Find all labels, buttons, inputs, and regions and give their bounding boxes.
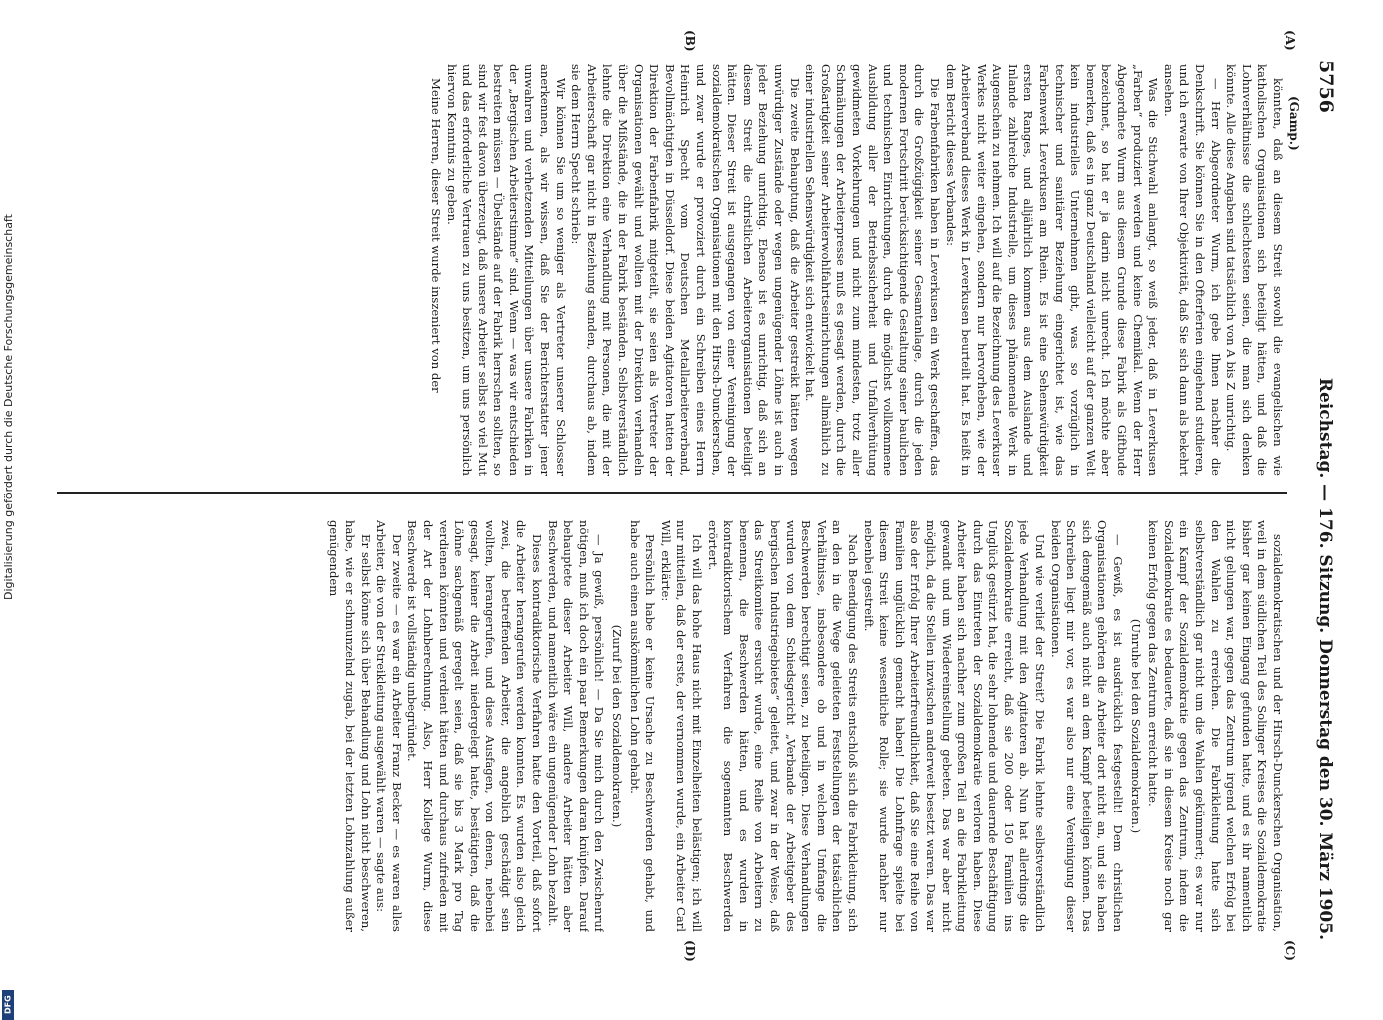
paragraph: Persönlich habe er keine Ursache zu Beschwerden gehabt, und habe auch einen auskömmlichen Lohn gehabt. (627, 520, 658, 932)
paragraph: Er selbst könne sich über Behandlung und Lohn nicht beschweren, habe, wie er schmunzelnd zugab, bei der letzten Lohnzahlung außer genügendem (327, 520, 373, 932)
paragraph: könnten, daß an diesem Streit sowohl die evangelischen wie katholischen Organisationen sich beteiligt hätten, und daß die Lohnverhältnisse die schlechtesten seien, die man sich denken könnte. Alle diese Angaben sind tatsächlich von A bis Z unrichtig. (1224, 64, 1285, 476)
margin-mark-c: (C) (1283, 940, 1297, 961)
speaker-name: (Gamp.) (1287, 96, 1301, 151)
dfg-logo: DFG (2, 990, 14, 1020)
page-number: 5756 (1315, 60, 1337, 113)
paragraph: Die Farbenfabriken haben in Leverkusen ein Werk geschaffen, das durch die Großzügigkeit seiner Gesamtanlage, durch die jeden modernen Fortschritt berücksichtigende Gestaltung seiner baulichen und technischen Einrichtungen, durch die möglichst vollkommene Ausbildung aller der Betriebssicherheit und Unfallverhütung gewidmeten Vorkehrungen und nicht zum mindesten, trotz aller Schmähungen der Arbeiterpresse muß es gesagt werden, durch die Großartigkeit seiner Arbeiterwohlfahrtseinrichtungen allmählich zu einer industriellen Sehenswürdigkeit sich entwickelt hat. (803, 64, 942, 476)
paragraph: — Ja gewiß, persönlich! — Da Sie mich durch den Zwischenruf nötigen, muß ich doch ein paar Bemerkungen daran knüpfen. Darauf behauptete dieser Arbeiter Will, andere Arbeiter hätten aber Beschwerden, und namentlich wäre ein ungenügender Lohn bezahlt. (545, 520, 607, 932)
paragraph: Der zweite — es war ein Arbeiter Franz Becker — es waren alles Arbeiter, die von der Streikleitung ausgewählt waren — sagte aus: (374, 520, 404, 932)
paragraph: — Herr Abgeordneter Wurm, ich gebe Ihnen nachher die Denkschrift. Sie können Sie in den Ofterferien eingehend studieren, und ich erwarte von Ihrer Objektivität, daß Sie sich dann als bekehrt ansehen. (1161, 64, 1223, 476)
paragraph: Die zweite Behauptung, daß die Arbeiter gestreikt hätten wegen unwürdiger Zustände oder wegen ungenügender Löhne ist auch in jeder Beziehung unrichtig. Ebenso ist es unrichtig, daß sich an diesem Streit die christlichen Arbeiterorganisationen beteiligt hätten. Dieser Streit ist ausgegangen von einer Vereinigung der sozialdemokratischen Organisationen mit den Hirsch-Dunckerschen, und zwar wurde er provoziert durch ein Schreiben eines Herrn Heinrich Specht vom Deutschen Metallarbeiterverband, Bevollmächtigten in Düsseldorf. Diese beiden Agitatoren hatten der Direktion der Farbenfabrik mitgeteilt, sie seien als Vertreter der Organisationen gewählt und wollten mit der Direktion verhandeln über die Mißstände, die in der Fabrik beständen. Selbstverständlich lehnte die Direktion eine Verhandlung mit Personen, die mit der Arbeiterschaft gar nicht in Beziehung standen, durchaus ab, indem sie dem Herrn Specht schrieb: (569, 64, 802, 476)
paragraph: Nach Beendigung des Streits entschloß sich die Fabrikleitung, sich an den in die Wege geleiteten Feststellungen der tatsächlichen Verhältnisse, insbesondere ob und in welchem Umfange die Beschwerden berechtigt seien, zu beteiligen. Diese Verhandlungen wurden von dem Schiedsgericht „Verbande der Arbeitgeber des bergischen Industriegebietes“ geleitet, und zwar in der Weise, daß das Streitkomitee ersucht wurde, eine Reihe von Arbeitern zu benennen, die Beschwerden hätten, und es wurden in kontradiktorischem Verfahren die sogenannten Beschwerden erörtert. (705, 520, 860, 932)
page-header (1307, 60, 1337, 940)
margin-mark-d: (D) (683, 940, 697, 962)
paragraph: (Zuruf bei den Sozialdemokraten.) (610, 624, 625, 828)
footer-credit: Digitalisierung gefördert durch die Deutsche Forschungsgemeinschaft (2, 214, 15, 600)
paragraph: (Unruhe bei den Sozialdemokraten.) (1128, 618, 1143, 834)
right-column (65, 520, 1285, 932)
paragraph: sozialdemokratischen und der Hirsch-Dunckerschen Organisation, weil in dem südlichen Teil des Solinger Kreises die Sozialdemokratie bisher gar keinen Eingang gefunden hatte, und es ihr namentlich nicht gelungen war, gegen das Zentrum irgend welchen Erfolg bei den Wahlen zu erreichen. Die Fabrikleitung hatte sich selbstverständlich gar nicht um die Wahlen gekümmert; es war nur ein Kampf der Sozialdemokratie gegen das Zentrum, indem die Sozialdemokratie es bedauerte, daß sie in diesem Kreise noch gar keinen Erfolg gegen das Zentrum erreicht hatte. (1146, 520, 1285, 932)
paragraph: Ich will das hohe Haus nicht mit Einzelheiten belästigen; ich will nur mitteilen, daß der erste, der vernommen wurde, ein Arbeiter Carl Will, erklärte: (658, 520, 705, 932)
paragraph: Dieses kontradiktorische Verfahren hatte den Vorteil, daß sofort die Arbeiter herangerufen werden konnten. Es wurden also gleich zwei, die betreffenden Arbeiter, die angeblich geschädigt sein wollten, herangerufen, und diese Ausfagen, von denen, nebenbei gesagt, keiner die Arbeit niedergelegt hatte, bestätigten, daß die Löhne sachgemäß geregelt seien, daß sie bis 3 Mark pro Tag verdienen könnten und verdient hätten und durchaus zufrieden mit der Art der Lohnberechnung. Also, Herr Kollege Wurm, diese Beschwerde ist vollständig unbegründet. (405, 520, 545, 932)
paragraph: — Gewiß, es ist ausdrücklich festgestellt! Dem christlichen Organisationen gehörten die Arbeiter dort nicht an, und sie haben sich demgemäß auch nicht an dem Kampf beteiligen können. Das Schreiben liegt mir vor, es war also nur eine Vereinigung dieser beiden Organisationen. (1048, 520, 1126, 932)
paragraph: Und wie verlief der Streit? Die Fabrik lehnte selbstverständlich jede Verhandlung mit den Agitatoren ab. Nun hat allerdings die Sozialdemokratie erreicht, daß sie 200 oder 150 Familien ins Unglück gestürzt hat, die sehr lohnende und dauernde Beschäftigung durch das Eintreten der Sozialdemokratie verloren haben. Diese Arbeiter haben sich nachher zum großen Teil an die Fabrikleitung gewandt und um Wiedereinstellung gebeten. Das war aber nicht möglich, da die Stellen inzwischen anderweit besetzt waren. Das war also der Erfolg Ihrer Arbeiterfreundlichkeit, daß Sie eine Reihe von Familien unglücklich gemacht haben! Die Lohnfrage spielte bei diesem Streit keine wesentliche Rolle; sie wurde nachher nur nebenbei gestreift. (861, 520, 1048, 932)
page-title: Reichstag. — 176. Sitzung. Donnerstag den 30. März 1905. (1315, 377, 1335, 940)
paragraph: Wir können Sie um so weniger als Vertreter unserer Schlosser anerkennen, als wir wissen, daß Sie der Berichterstatter jener unwahren und verhetzenden Mitteilungen über unsere Fabriken in der „Bergischen Arbeiterstimme“ sind. Wenn — was wir entschieden bestreiten müssen — Übelstände auf der Fabrik herrschen sollten, so sind wir fest davon überzeugt, daß unsere Arbeiter selbst so viel Mut und das erforderliche Vertrauen zu uns besitzen, um uns persönlich hiervon Kenntnis zu geben. (444, 64, 568, 476)
column-divider (57, 492, 1287, 494)
paragraph: Was die Stichwahl anlangt, so weiß jeder, daß in Leverkusen „Farben“ produziert werden und keine Chemikal. Wenn der Herr Abgeordnete Wurm aus diesem Grunde diese Fabrik als Giftbude bezeichnet, so hat er ja darin nicht unrecht. Ich möchte aber bemerken, daß es in ganz Deutschland vielleicht auf der ganzen Welt kein industrielles Unternehmen gibt, was so vorzüglich in technischer und sanitärer Beziehung eingerichtet ist, wie das Farbenwerk Leverkusen am Rhein. Es ist eine Sehenswürdigkeit ersten Ranges, und alljährlich kommen aus dem Auslande und Inlande zahlreiche Industrielle, um dieses phänomenale Werk in Augenschein zu nehmen. Ich will auf die Bezeichnung des Leverkuser Werkes nicht weiter eingehen, sondern nur hervorheben, wie der Arbeiterverband dieses Werk in Leverkusen beurteilt hat. Es heißt in dem Bericht dieses Verbandes: (943, 64, 1161, 476)
margin-mark-a: (A) (1283, 30, 1297, 51)
margin-mark-b: (B) (683, 30, 697, 52)
paragraph: Meine Herren, dieser Streit wurde inszeniert von der (428, 78, 443, 393)
left-column (65, 64, 1285, 476)
